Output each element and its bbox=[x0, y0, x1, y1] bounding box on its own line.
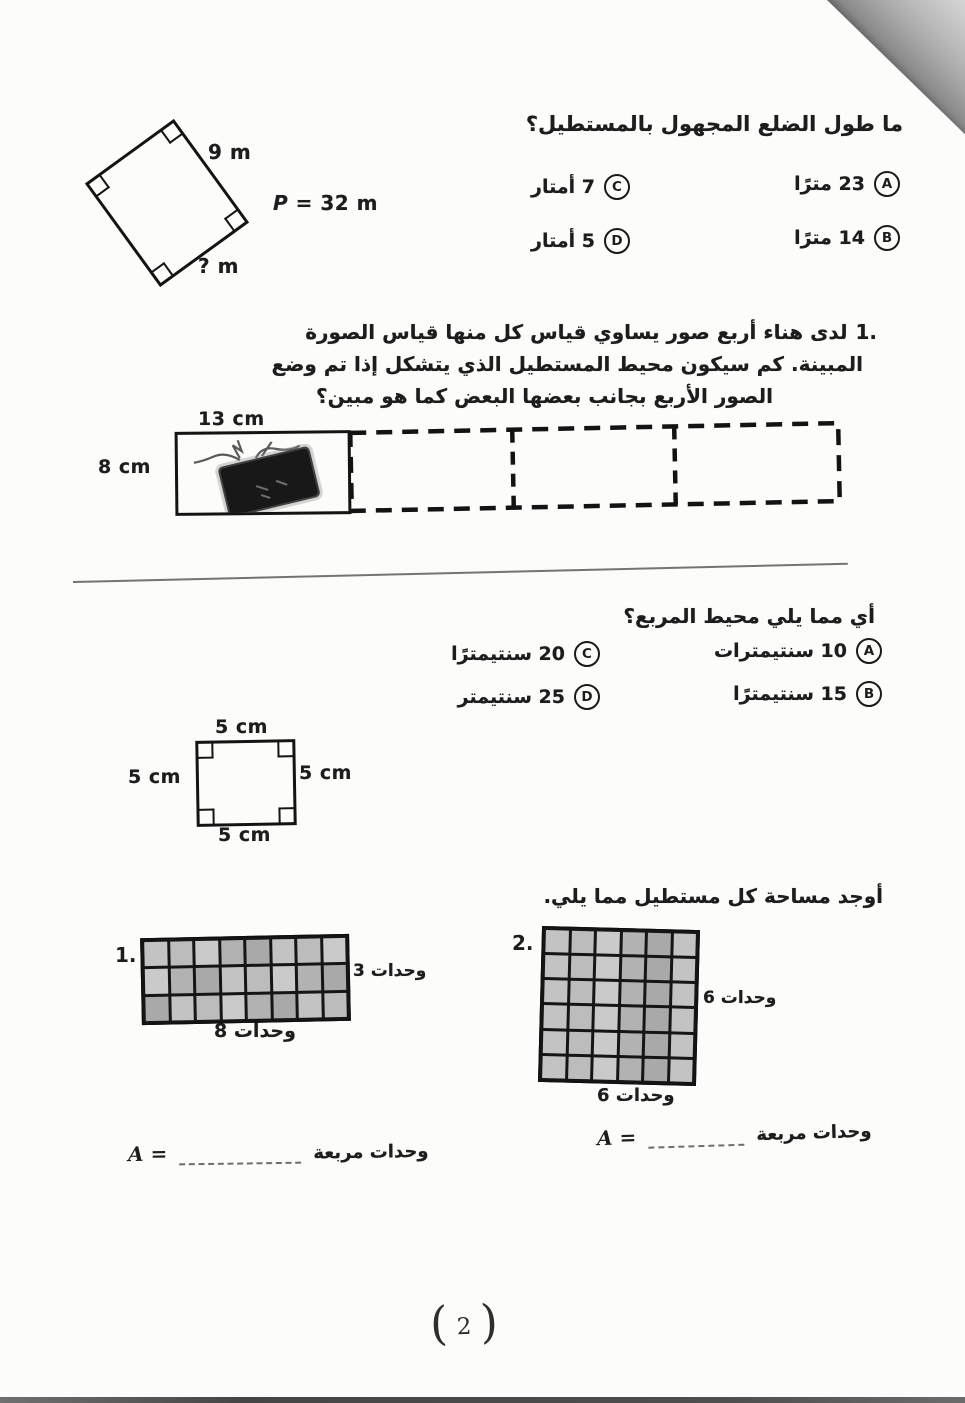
right-angle-mark bbox=[224, 209, 246, 231]
square-figure bbox=[195, 739, 296, 827]
choice-letter-circle: C bbox=[604, 174, 630, 200]
square-right-label: 5 cm bbox=[299, 762, 352, 784]
grid-cell bbox=[621, 957, 644, 980]
area-item1-number: 1. bbox=[115, 943, 137, 967]
answer-suffix: وحدات مربعة bbox=[755, 1120, 872, 1146]
square-bottom-label: 5 cm bbox=[218, 824, 271, 846]
right-angle-mark bbox=[151, 262, 173, 284]
grid-cell bbox=[545, 930, 568, 953]
choice-text: 25 سنتيمتر bbox=[457, 686, 565, 708]
choice-text: 15 سنتيمترًا bbox=[733, 683, 847, 705]
choice-d bbox=[531, 228, 630, 254]
right-angle-mark bbox=[198, 809, 214, 825]
photo-rectangle bbox=[175, 430, 352, 516]
area-item1-answer bbox=[128, 1138, 429, 1166]
choice-d bbox=[458, 684, 600, 710]
area-item2-grid bbox=[538, 926, 700, 1086]
choice-a bbox=[714, 638, 882, 664]
grid-cell bbox=[647, 933, 670, 956]
side-length-label: 9 m bbox=[208, 140, 252, 164]
page-number-value: 2 bbox=[456, 1313, 472, 1340]
page-number-open-paren: ( bbox=[429, 1296, 449, 1351]
choice-letter-circle: B bbox=[856, 681, 882, 707]
right-angle-mark bbox=[277, 741, 293, 757]
grid-cell bbox=[594, 1032, 617, 1055]
grid-cell bbox=[144, 942, 167, 967]
grid-cell bbox=[544, 980, 567, 1003]
area-item1-height-label: 3 وحدات bbox=[353, 961, 427, 981]
tv-drawing bbox=[178, 433, 349, 513]
grid-cell bbox=[145, 996, 168, 1021]
grid-cell bbox=[622, 932, 645, 955]
right-angle-mark bbox=[278, 807, 294, 823]
grid-cell bbox=[647, 958, 670, 981]
area-item2-height-label: 6 وحدات bbox=[703, 988, 777, 1008]
choice-b bbox=[733, 681, 882, 707]
area-section-heading: أوجد مساحة كل مستطيل مما يلي. bbox=[543, 884, 883, 908]
question1-line3: الصور الأربع بجانب بعضها البعض كما هو مبين؟ bbox=[315, 384, 773, 408]
grid-cell bbox=[246, 940, 269, 965]
choice-letter-circle: B bbox=[874, 225, 900, 251]
area-item2-width-label: 6 وحدات bbox=[597, 1085, 675, 1106]
grid-cell bbox=[221, 967, 244, 992]
grid-cell bbox=[619, 1058, 642, 1081]
grid-cell bbox=[644, 1059, 667, 1082]
grid-cell bbox=[298, 993, 321, 1018]
choice-text: 14 مترًا bbox=[794, 227, 865, 249]
choice-c bbox=[451, 641, 600, 667]
grid-cell bbox=[596, 957, 619, 980]
area-item1-width-label: 8 وحدات bbox=[214, 1020, 296, 1042]
grid-cell bbox=[272, 939, 295, 964]
page-number-close-paren: ) bbox=[479, 1294, 499, 1349]
answer-suffix: وحدات مربعة bbox=[313, 1140, 429, 1164]
choice-text: 7 أمتار bbox=[531, 176, 595, 198]
photo-height-label: 8 cm bbox=[98, 456, 151, 478]
grid-cell bbox=[543, 1031, 566, 1054]
grid-cell bbox=[543, 1006, 566, 1029]
choice-text: 5 أمتار bbox=[531, 230, 595, 252]
page-number bbox=[429, 1294, 499, 1351]
grid-cell bbox=[596, 931, 619, 954]
grid-cell bbox=[594, 1007, 617, 1030]
grid-cell bbox=[672, 959, 695, 982]
right-angle-mark bbox=[160, 122, 182, 144]
grid-cell bbox=[670, 1059, 693, 1082]
grid-cell bbox=[571, 931, 594, 954]
grid-cell bbox=[568, 1057, 591, 1080]
question1-line2: المبينة. كم سيكون محيط المستطيل الذي يتشكل إذا تم وضع bbox=[271, 352, 863, 376]
grid-cell bbox=[645, 1008, 668, 1031]
choice-text: 20 سنتيمترًا bbox=[451, 643, 565, 665]
grid-cell bbox=[195, 941, 218, 966]
choice-c bbox=[531, 174, 630, 200]
grid-cell bbox=[646, 983, 669, 1006]
grid-cell bbox=[222, 995, 245, 1020]
grid-cell bbox=[672, 984, 695, 1007]
grid-cell bbox=[545, 955, 568, 978]
grid-cell bbox=[170, 968, 193, 993]
question1-number: 1. bbox=[855, 320, 877, 344]
grid-cell bbox=[673, 933, 696, 956]
grid-cell bbox=[671, 1009, 694, 1032]
grid-cell bbox=[670, 1034, 693, 1057]
grid-cell bbox=[171, 996, 194, 1021]
grid-cell bbox=[298, 966, 321, 991]
right-angle-mark bbox=[197, 743, 213, 759]
grid-cell bbox=[196, 968, 219, 993]
choice-letter-circle: C bbox=[574, 641, 600, 667]
grid-cell bbox=[170, 941, 193, 966]
area-item2-number: 2. bbox=[512, 931, 534, 955]
photo-width-label: 13 cm bbox=[198, 408, 265, 430]
question1-line1 bbox=[77, 316, 877, 348]
choice-letter-circle: D bbox=[574, 684, 600, 710]
choice-text: 10 سنتيمترات bbox=[714, 640, 847, 662]
right-angle-mark bbox=[88, 175, 110, 197]
grid-cell bbox=[221, 940, 244, 965]
choice-letter-circle: D bbox=[604, 228, 630, 254]
grid-cell bbox=[324, 993, 347, 1018]
grid-cell bbox=[247, 967, 270, 992]
grid-cell bbox=[273, 994, 296, 1019]
scan-bottom-edge bbox=[0, 1397, 965, 1403]
area-item2-answer bbox=[597, 1118, 872, 1151]
grid-cell bbox=[595, 982, 618, 1005]
grid-cell bbox=[323, 965, 346, 990]
grid-cell bbox=[323, 938, 346, 963]
grid-cell bbox=[145, 969, 168, 994]
answer-prefix: A = bbox=[127, 1141, 168, 1167]
grid-cell bbox=[568, 1031, 591, 1054]
grid-cell bbox=[570, 956, 593, 979]
grid-cell bbox=[247, 994, 270, 1019]
choice-b bbox=[794, 225, 900, 251]
grid-cell bbox=[619, 1033, 642, 1056]
choice-letter-circle: A bbox=[856, 638, 882, 664]
grid-cell bbox=[297, 938, 320, 963]
question1-paragraph bbox=[77, 316, 877, 412]
dashed-photo-outlines bbox=[346, 418, 846, 518]
grid-cell bbox=[272, 966, 295, 991]
square-left-label: 5 cm bbox=[128, 766, 181, 788]
question-unknown-side-title: ما طول الضلع المجهول بالمستطيل؟ bbox=[525, 112, 903, 136]
grid-cell bbox=[621, 982, 644, 1005]
square-top-label: 5 cm bbox=[215, 716, 268, 738]
perimeter-label: P = 32 m bbox=[273, 191, 378, 215]
choice-text: 23 مترًا bbox=[794, 173, 865, 195]
section-divider bbox=[73, 563, 848, 583]
question1-text: لدى هناء أربع صور يساوي قياس كل منها قياس الصورة bbox=[305, 320, 848, 344]
grid-cell bbox=[593, 1057, 616, 1080]
answer-blank bbox=[648, 1128, 745, 1149]
area-item1-grid bbox=[140, 934, 351, 1025]
question-square-perimeter-title: أي مما يلي محيط المربع؟ bbox=[623, 604, 875, 628]
unknown-side-label: ? m bbox=[198, 254, 239, 278]
grid-cell bbox=[196, 995, 219, 1020]
grid-cell bbox=[569, 1006, 592, 1029]
answer-blank bbox=[179, 1146, 301, 1166]
choice-a bbox=[794, 171, 900, 197]
grid-cell bbox=[542, 1056, 565, 1079]
grid-cell bbox=[570, 981, 593, 1004]
grid-cell bbox=[620, 1008, 643, 1031]
answer-prefix: A = bbox=[596, 1125, 637, 1151]
choice-letter-circle: A bbox=[874, 171, 900, 197]
grid-cell bbox=[645, 1033, 668, 1056]
